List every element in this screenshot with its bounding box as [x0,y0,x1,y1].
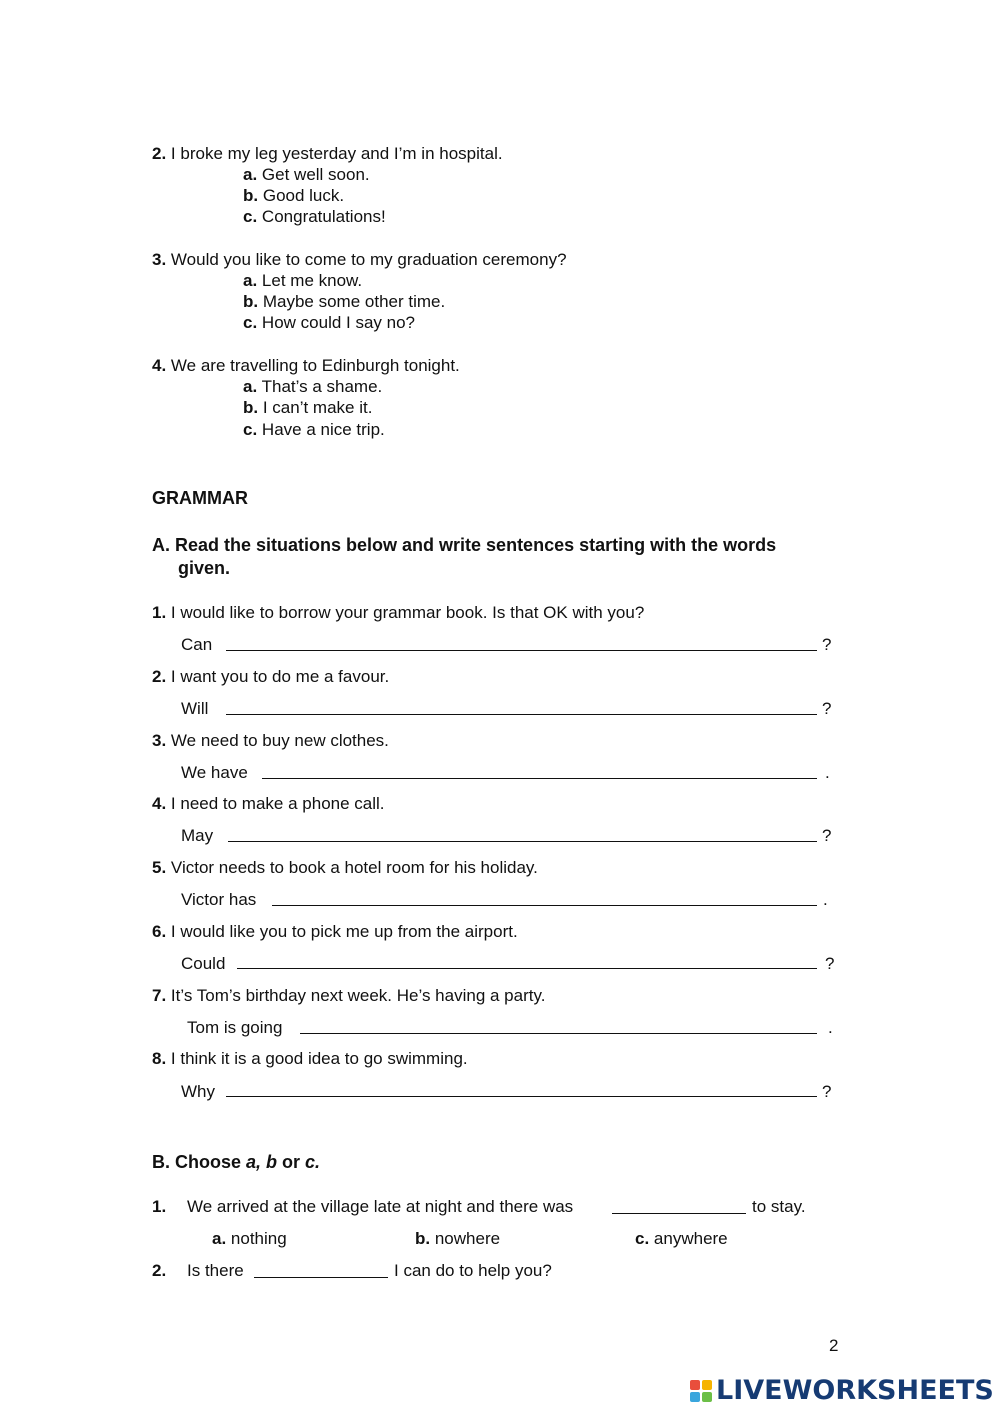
item-stem: 7. It’s Tom’s birthday next week. He’s having a party. [152,986,546,1005]
item-text-before: Is there [187,1261,244,1280]
question-2-stem: 2. I broke my leg yesterday and I’m in hospital. [152,144,503,163]
item-stem: 8. I think it is a good idea to go swimming. [152,1049,468,1068]
item-stem: 2. I want you to do me a favour. [152,667,390,686]
item-prompt: Why [181,1082,215,1101]
answer-blank[interactable] [228,841,817,842]
option-c[interactable]: c. Have a nice trip. [243,420,385,439]
answer-blank[interactable] [226,714,817,715]
item-end-mark: ? [825,954,835,973]
item-prompt: We have [181,763,248,782]
item-end-mark: ? [822,826,832,845]
item-prompt: Will [181,699,209,718]
item-number: 2. [152,1261,167,1280]
section-a-title: A. Read the situations below and write sentences starting with the words [152,535,777,555]
answer-blank[interactable] [254,1277,388,1278]
option-c[interactable]: c. How could I say no? [243,313,416,332]
answer-blank[interactable] [262,778,817,779]
question-3-stem: 3. Would you like to come to my graduation ceremony? [152,250,567,269]
page-number: 2 [829,1336,839,1355]
logo-text: LIVEWORKSHEETS [716,1375,994,1406]
option-b[interactable]: b. Good luck. [243,186,345,205]
answer-blank[interactable] [272,905,817,906]
item-end-mark: . [825,763,830,782]
item-stem: 1. I would like to borrow your grammar book. Is that OK with you? [152,603,645,622]
item-end-mark: ? [822,699,832,718]
item-stem: 5. Victor needs to book a hotel room for his holiday. [152,858,538,877]
option-b[interactable]: b. I can’t make it. [243,398,373,417]
answer-blank[interactable] [226,650,817,651]
item-number: 1. [152,1197,167,1216]
liveworksheets-logo [690,1376,994,1406]
option-a[interactable]: a. Let me know. [243,271,363,290]
item-prompt: Victor has [181,890,257,909]
answer-blank[interactable] [300,1033,817,1034]
question-4-stem: 4. We are travelling to Edinburgh tonight. [152,356,460,375]
answer-blank[interactable] [226,1096,817,1097]
item-end-mark: ? [822,1082,832,1101]
option-a[interactable]: a. That’s a shame. [243,377,383,396]
answer-blank[interactable] [612,1213,746,1214]
logo-squares-icon [690,1380,712,1402]
section-a-title-cont: given. [178,558,231,578]
option-b[interactable]: b. Maybe some other time. [243,292,446,311]
item-prompt: Could [181,954,226,973]
item-stem: 6. I would like you to pick me up from the airport. [152,922,518,941]
item-end-mark: ? [822,635,832,654]
option-a[interactable]: a. nothing [212,1229,287,1248]
section-b-title: B. Choose a, b or c. [152,1152,321,1172]
item-end-mark: . [823,890,828,909]
item-prompt: Tom is going [187,1018,283,1037]
option-a[interactable]: a. Get well soon. [243,165,370,184]
option-c[interactable]: c. Congratulations! [243,207,386,226]
item-prompt: May [181,826,214,845]
item-stem: 4. I need to make a phone call. [152,794,385,813]
item-text-after: I can do to help you? [394,1261,552,1280]
option-c[interactable]: c. anywhere [635,1229,728,1248]
item-prompt: Can [181,635,213,654]
item-text-after: to stay. [752,1197,806,1216]
answer-blank[interactable] [237,968,817,969]
option-b[interactable]: b. nowhere [415,1229,501,1248]
item-stem: 3. We need to buy new clothes. [152,731,389,750]
grammar-heading: GRAMMAR [152,488,248,508]
item-end-mark: . [828,1018,833,1037]
item-text-before: We arrived at the village late at night and there was [187,1197,574,1216]
